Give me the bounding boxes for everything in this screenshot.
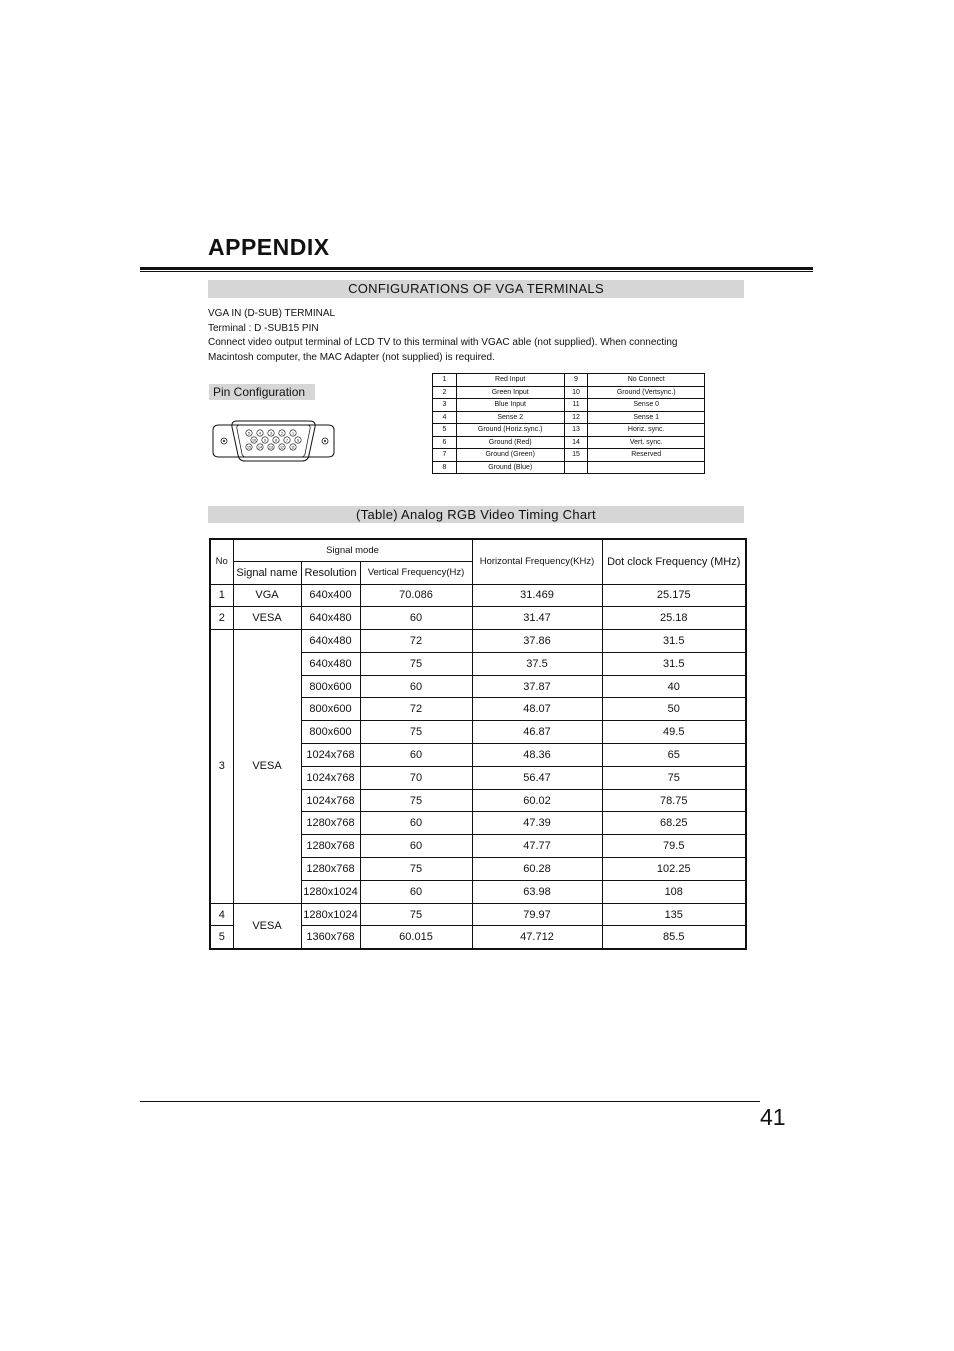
cell-resolution: 1360x768 [301,926,360,949]
cell-signal-name: VESA [233,903,301,949]
pin-number: 15 [564,449,588,462]
cell-vertical-frequency: 72 [360,630,472,653]
page-number: 41 [760,1104,786,1130]
connector-pin-label: 1 [292,431,294,436]
cell-horizontal-frequency: 63.98 [472,880,602,903]
header-resolution: Resolution [301,561,360,584]
header-dot-clock: Dot clock Frequency (MHz) [602,539,746,584]
cell-resolution: 1280x768 [301,835,360,858]
pin-signal: Ground (Green) [456,449,564,462]
pin-number: 4 [433,411,457,424]
cell-horizontal-frequency: 37.5 [472,652,602,675]
cell-horizontal-frequency: 46.87 [472,721,602,744]
cell-signal-name: VGA [233,584,301,607]
header-signal-name: Signal name [233,561,301,584]
header-horizontal-frequency: Horizontal Frequency(KHz) [472,539,602,584]
cell-vertical-frequency: 70 [360,766,472,789]
cell-dot-clock: 102.25 [602,858,746,881]
pin-row [433,411,705,424]
dsub15-connector-icon [210,418,337,464]
cell-dot-clock: 75 [602,766,746,789]
title-rule-thin [140,271,813,272]
cell-vertical-frequency: 60 [360,607,472,630]
header-no: No [210,539,233,584]
cell-horizontal-frequency: 31.469 [472,584,602,607]
header-vertical-frequency: Vertical Frequency(Hz) [360,561,472,584]
pin-signal: Sense 0 [588,399,705,412]
pin-number: 14 [564,436,588,449]
cell-horizontal-frequency: 56.47 [472,766,602,789]
cell-resolution: 1024x768 [301,789,360,812]
pin-signal: Ground (Vertsync.) [588,386,705,399]
cell-vertical-frequency: 70.086 [360,584,472,607]
cell-vertical-frequency: 75 [360,789,472,812]
cell-vertical-frequency: 60 [360,744,472,767]
pin-row [433,386,705,399]
cell-dot-clock: 68.25 [602,812,746,835]
connector-pin-label: 2 [281,431,283,436]
instruction-line-1: Connect video output terminal of LCD TV to this terminal with VGAC able (not supplied). When connecting [208,337,678,348]
cell-dot-clock: 25.18 [602,607,746,630]
pin-number: 5 [433,424,457,437]
pin-number: 2 [433,386,457,399]
cell-resolution: 640x400 [301,584,360,607]
connector-pin-label: 12 [280,445,284,450]
cell-resolution: 1280x768 [301,858,360,881]
terminal-name: VGA IN (D-SUB) TERMINAL [208,308,336,319]
cell-no: 5 [210,926,233,949]
timing-row [210,630,746,653]
connector-pin-label: 6 [297,438,299,443]
cell-resolution: 1280x1024 [301,880,360,903]
cell-signal-name: VESA [233,630,301,904]
cell-horizontal-frequency: 37.86 [472,630,602,653]
pin-signal: Red Input [456,374,564,387]
cell-dot-clock: 49.5 [602,721,746,744]
cell-dot-clock: 65 [602,744,746,767]
cell-dot-clock: 40 [602,675,746,698]
title-rule-thick [140,267,813,270]
connector-pin-label: 4 [259,431,261,436]
pin-configuration-label: Pin Configuration [209,384,315,400]
connector-pin-label: 13 [269,445,273,450]
cell-no: 2 [210,607,233,630]
pin-number [564,461,588,474]
pin-row [433,399,705,412]
cell-resolution: 1024x768 [301,766,360,789]
footer-rule [140,1101,760,1102]
cell-dot-clock: 78.75 [602,789,746,812]
cell-dot-clock: 135 [602,903,746,926]
pin-signal: Ground (Horiz.sync.) [456,424,564,437]
terminal-type: Terminal : D -SUB15 PIN [208,323,319,334]
cell-dot-clock: 50 [602,698,746,721]
cell-horizontal-frequency: 31.47 [472,607,602,630]
section-heading-timing: (Table) Analog RGB Video Timing Chart [208,506,744,523]
cell-dot-clock: 31.5 [602,630,746,653]
pin-number: 11 [564,399,588,412]
cell-dot-clock: 85.5 [602,926,746,949]
timing-row [210,607,746,630]
cell-resolution: 640x480 [301,652,360,675]
pin-row [433,449,705,462]
pin-row [433,374,705,387]
cell-horizontal-frequency: 79.97 [472,903,602,926]
cell-dot-clock: 25.175 [602,584,746,607]
pin-signal: Sense 1 [588,411,705,424]
cell-horizontal-frequency: 37.87 [472,675,602,698]
cell-resolution: 800x600 [301,675,360,698]
cell-vertical-frequency: 60 [360,675,472,698]
connector-pin-label: 15 [247,445,251,450]
cell-horizontal-frequency: 48.36 [472,744,602,767]
cell-vertical-frequency: 60 [360,835,472,858]
pin-row [433,424,705,437]
timing-row [210,584,746,607]
connector-pin-label: 14 [258,445,262,450]
cell-signal-name: VESA [233,607,301,630]
cell-resolution: 1280x1024 [301,903,360,926]
cell-resolution: 800x600 [301,698,360,721]
pin-number: 12 [564,411,588,424]
cell-dot-clock: 31.5 [602,652,746,675]
cell-vertical-frequency: 60 [360,880,472,903]
pin-assignment-table [432,373,705,474]
timing-row [210,903,746,926]
timing-chart-table [209,538,747,950]
pin-number: 10 [564,386,588,399]
pin-signal: No Connect [588,374,705,387]
cell-horizontal-frequency: 48.07 [472,698,602,721]
instruction-line-2: Macintosh computer, the MAC Adapter (not supplied) is required. [208,352,495,363]
cell-resolution: 640x480 [301,607,360,630]
pin-number: 1 [433,374,457,387]
connector-pin-label: 8 [275,438,277,443]
connector-pin-label: 5 [248,431,250,436]
pin-number: 3 [433,399,457,412]
pin-signal: Horiz. sync. [588,424,705,437]
cell-no: 3 [210,630,233,904]
pin-number: 13 [564,424,588,437]
cell-horizontal-frequency: 47.39 [472,812,602,835]
section-heading-vga: CONFIGURATIONS OF VGA TERMINALS [208,280,744,298]
connector-pin-label: 3 [270,431,272,436]
cell-vertical-frequency: 75 [360,858,472,881]
cell-horizontal-frequency: 60.28 [472,858,602,881]
pin-number: 6 [433,436,457,449]
pin-signal: Blue Input [456,399,564,412]
cell-vertical-frequency: 75 [360,652,472,675]
cell-resolution: 640x480 [301,630,360,653]
pin-row [433,461,705,474]
pin-signal [588,461,705,474]
cell-no: 1 [210,584,233,607]
pin-signal: Ground (Red) [456,436,564,449]
connector-pin-label: 7 [286,438,288,443]
connector-pin-label: 10 [252,438,256,443]
pin-signal: Vert. sync. [588,436,705,449]
header-signal-mode: Signal mode [233,539,472,561]
cell-vertical-frequency: 72 [360,698,472,721]
cell-vertical-frequency: 60.015 [360,926,472,949]
cell-dot-clock: 79.5 [602,835,746,858]
pin-number: 7 [433,449,457,462]
pin-signal: Ground (Blue) [456,461,564,474]
pin-signal: Reserved [588,449,705,462]
pin-number: 8 [433,461,457,474]
cell-vertical-frequency: 75 [360,721,472,744]
connector-pin-label: 9 [264,438,266,443]
cell-resolution: 1280x768 [301,812,360,835]
cell-resolution: 1024x768 [301,744,360,767]
cell-vertical-frequency: 75 [360,903,472,926]
cell-horizontal-frequency: 47.712 [472,926,602,949]
cell-horizontal-frequency: 47.77 [472,835,602,858]
pin-row [433,436,705,449]
cell-no: 4 [210,903,233,926]
cell-dot-clock: 108 [602,880,746,903]
cell-horizontal-frequency: 60.02 [472,789,602,812]
cell-resolution: 800x600 [301,721,360,744]
pin-signal: Green Input [456,386,564,399]
pin-number: 9 [564,374,588,387]
connector-pin-label: 11 [291,445,295,450]
page-title: APPENDIX [208,234,330,260]
pin-signal: Sense 2 [456,411,564,424]
cell-vertical-frequency: 60 [360,812,472,835]
